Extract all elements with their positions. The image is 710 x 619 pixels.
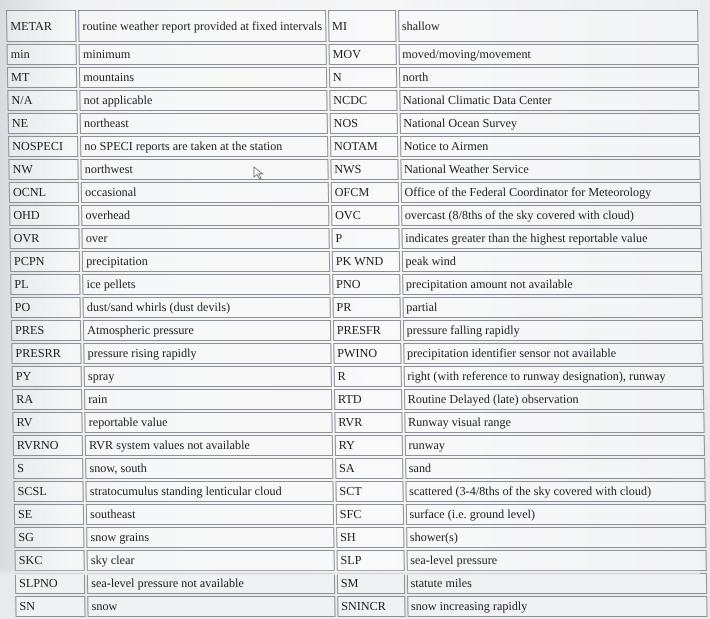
meaning-cell: shallow: [398, 10, 699, 42]
table-row: [8, 136, 700, 157]
meaning-cell: RVR system values not available: [85, 435, 333, 456]
meaning-cell: northeast: [80, 113, 328, 134]
table-row: [13, 435, 705, 456]
abbreviation-cell: RVRNO: [13, 435, 84, 456]
meaning-cell: Routine Delayed (late) observation: [404, 389, 705, 410]
abbreviation-cell: RVR: [334, 412, 402, 433]
meaning-cell: pressure rising rapidly: [83, 343, 331, 364]
meaning-cell: not applicable: [79, 90, 327, 111]
meaning-cell: overhead: [81, 205, 329, 226]
abbreviation-cell: P: [331, 228, 399, 249]
table-row: [14, 527, 706, 548]
abbreviation-cell: SG: [14, 527, 85, 548]
meaning-cell: reportable value: [85, 412, 333, 433]
abbreviation-cell: NWS: [330, 159, 398, 180]
meaning-cell: overcast (8/8ths of the sky covered with cloud): [401, 205, 702, 226]
abbreviation-table: [4, 8, 710, 619]
table-row: [13, 481, 705, 502]
meaning-cell: scattered (3-4/8ths of the sky covered with cloud): [405, 481, 706, 502]
abbreviation-cell: R: [333, 366, 401, 387]
meaning-cell: National Climatic Data Center: [399, 90, 700, 111]
meaning-cell: ice pellets: [82, 274, 330, 295]
abbreviation-cell: NOTAM: [330, 136, 398, 157]
abbreviation-cell: SFC: [336, 504, 404, 525]
meaning-cell: Notice to Airmen: [400, 136, 701, 157]
meaning-cell: National Weather Service: [400, 159, 701, 180]
abbreviation-cell: RV: [12, 412, 83, 433]
meaning-cell: sea-level pressure not available: [87, 573, 335, 594]
abbreviation-cell: PCPN: [10, 251, 81, 272]
abbreviation-cell: OCNL: [9, 182, 80, 203]
meaning-cell: precipitation: [82, 251, 330, 272]
abbreviation-cell: OVC: [331, 205, 399, 226]
table-row: [7, 90, 699, 111]
photo-edge-fade: [0, 569, 700, 575]
abbreviation-cell: PR: [332, 297, 400, 318]
meaning-cell: statute miles: [406, 573, 707, 594]
meaning-cell: indicates greater than the highest reportable value: [401, 228, 702, 249]
meaning-cell: Atmospheric pressure: [83, 320, 331, 341]
meaning-cell: runway: [404, 435, 705, 456]
table-row: [14, 504, 706, 525]
table-row: [15, 550, 707, 571]
meaning-cell: minimum: [79, 44, 327, 65]
abbreviation-cell: SA: [335, 458, 403, 479]
meaning-cell: moved/moving/movement: [398, 44, 699, 65]
abbreviation-cell: NCDC: [329, 90, 397, 111]
meaning-cell: stratocumulus standing lenticular cloud: [86, 481, 334, 502]
meaning-cell: precipitation identifier sensor not available: [403, 343, 704, 364]
abbreviation-cell: NW: [8, 159, 79, 180]
abbreviation-cell: RY: [334, 435, 402, 456]
table-row: [9, 182, 701, 203]
meaning-cell: Office of the Federal Coordinator for Meteorology: [400, 182, 701, 203]
meaning-cell: no SPECI reports are taken at the station: [80, 136, 328, 157]
meaning-cell: precipitation amount not available: [402, 274, 703, 295]
table-row: [15, 573, 707, 594]
table-row: [7, 67, 699, 88]
abbreviation-cell: SE: [14, 504, 85, 525]
meaning-cell: occasional: [81, 182, 329, 203]
table-row: [8, 159, 700, 180]
abbreviation-cell: min: [7, 44, 78, 65]
abbreviation-cell: PRESRR: [11, 343, 82, 364]
table-row: [11, 297, 703, 318]
table-row: [12, 366, 704, 387]
abbreviation-cell: SH: [336, 527, 404, 548]
abbreviation-cell: SCSL: [13, 481, 84, 502]
abbreviation-cell: SLP: [336, 550, 404, 571]
table-row: [11, 320, 703, 341]
abbreviation-cell: PO: [11, 297, 82, 318]
abbreviation-cell: SCT: [335, 481, 403, 502]
meaning-cell: sand: [405, 458, 706, 479]
abbreviation-cell: N: [329, 67, 397, 88]
table-row: [7, 44, 699, 65]
abbreviation-cell: S: [13, 458, 84, 479]
meaning-cell: north: [398, 67, 699, 88]
abbreviation-cell: SLPNO: [15, 573, 86, 594]
meaning-cell: snow, south: [85, 458, 333, 479]
abbreviation-cell: NOS: [329, 113, 397, 134]
table-row: [8, 113, 700, 134]
abbreviation-cell: SKC: [15, 550, 86, 571]
meaning-cell: over: [82, 228, 330, 249]
table-row: [6, 10, 699, 42]
meaning-cell: northwest: [81, 159, 329, 180]
meaning-cell: Runway visual range: [404, 412, 705, 433]
meaning-cell: southeast: [86, 504, 334, 525]
table-row: [13, 458, 705, 479]
meaning-cell: rain: [84, 389, 332, 410]
abbreviation-cell: PNO: [332, 274, 400, 295]
abbreviation-cell: OFCM: [331, 182, 399, 203]
abbreviation-cell: PK WND: [332, 251, 400, 272]
meaning-cell: pressure falling rapidly: [402, 320, 703, 341]
meaning-cell: National Ocean Survey: [399, 113, 700, 134]
abbreviation-cell: NOSPECI: [8, 136, 79, 157]
table-row: [9, 228, 701, 249]
abbreviation-cell: PWINO: [333, 343, 401, 364]
meaning-cell: shower(s): [406, 527, 707, 548]
meaning-cell: snow increasing rapidly: [407, 596, 708, 617]
abbreviation-cell: SM: [337, 573, 405, 594]
meaning-cell: right (with reference to runway designation), runway: [403, 366, 704, 387]
meaning-cell: sea-level pressure: [406, 550, 707, 571]
meaning-cell: surface (i.e. ground level): [405, 504, 706, 525]
abbreviation-table-body: [6, 10, 708, 617]
meaning-cell: peak wind: [401, 251, 702, 272]
abbreviation-cell: MT: [7, 67, 78, 88]
table-row: [10, 274, 702, 295]
table-row: [10, 251, 702, 272]
table-row: [12, 412, 704, 433]
meaning-cell: sky clear: [87, 550, 335, 571]
table-row: [9, 205, 701, 226]
abbreviation-cell: METAR: [6, 10, 77, 42]
mouse-cursor-icon: [253, 166, 265, 180]
abbreviation-cell: OHD: [9, 205, 80, 226]
abbreviation-cell: PL: [10, 274, 81, 295]
abbreviation-cell: RA: [12, 389, 83, 410]
meaning-cell: mountains: [79, 67, 327, 88]
table-row: [11, 343, 703, 364]
abbreviation-cell: SN: [15, 596, 86, 617]
meaning-cell: dust/sand whirls (dust devils): [83, 297, 331, 318]
abbreviation-cell: MI: [328, 10, 396, 42]
abbreviation-cell: NE: [8, 113, 79, 134]
abbreviation-cell: N/A: [7, 90, 78, 111]
abbreviation-cell: PRES: [11, 320, 82, 341]
meaning-cell: partial: [402, 297, 703, 318]
table-row: [15, 596, 707, 617]
table-row: [12, 389, 704, 410]
meaning-cell: snow grains: [86, 527, 334, 548]
meaning-cell: spray: [84, 366, 332, 387]
meaning-cell: routine weather report provided at fixed intervals: [78, 10, 326, 42]
abbreviation-cell: PRESFR: [333, 320, 401, 341]
abbreviation-cell: PY: [12, 366, 83, 387]
meaning-cell: snow: [87, 596, 335, 617]
abbreviation-cell: RTD: [334, 389, 402, 410]
abbreviation-cell: SNINCR: [337, 596, 405, 617]
abbreviation-cell: MOV: [328, 44, 396, 65]
abbreviation-cell: OVR: [9, 228, 80, 249]
